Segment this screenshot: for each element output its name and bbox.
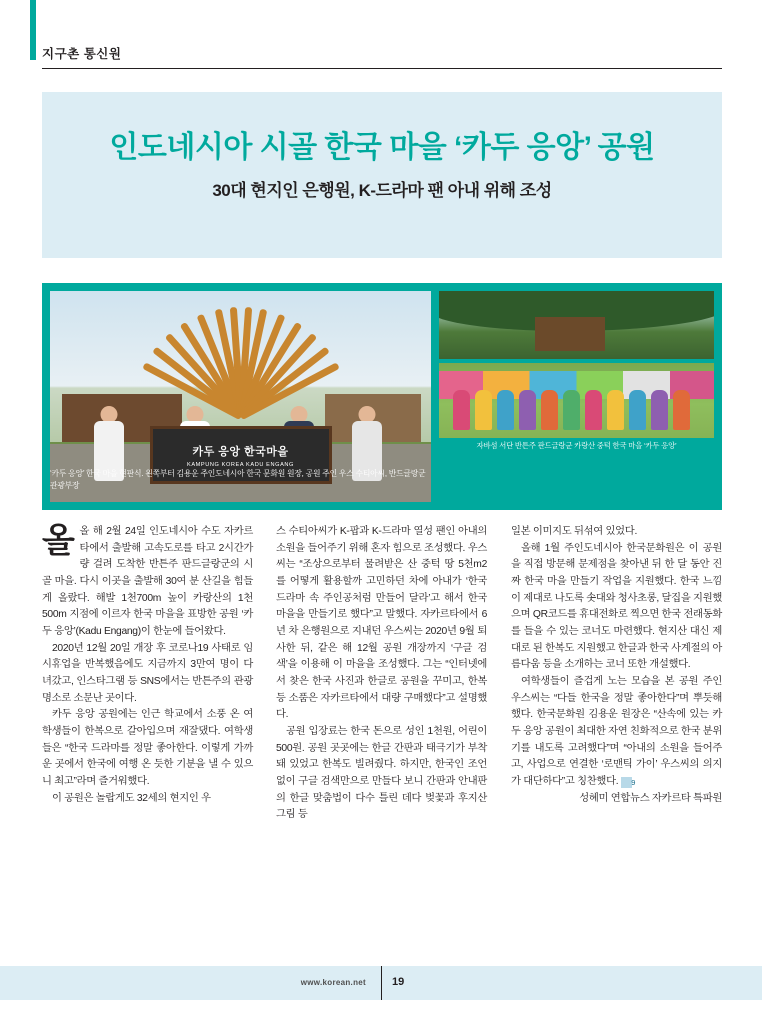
paragraph: 스 수티아씨가 K-팝과 K-드라마 열성 팬인 아내의 소원을 들어주기 위해 혼자 힘으로 조성했다. 우스씨는 “조상으로부터 물려받은 산 중턱 땅 5천m2를 어떻게 활용할까 고민하던 차에 아내가 ‘한국 드라마 속 주인공처럼 만들어 달라’고 해서 한국 마을을 만들기로 했다”고 말했다. 자카르타에서 6년 차 은행원으로 지내던 우스씨는 2020년 9월 퇴사한 뒤, 같은 해 12월 공원 개장까지 ‘구글 검색’을 이용해 이 마을을 조성했다. 그는 “인터넷에서 찾은 한국 사진과 한글로 공원을 꾸미고, 한복 등 소품은 자카르타에서 대량 구매했다”고 설명했다. bbox=[276, 526, 487, 721]
footer-website[interactable]: www.korean.net bbox=[300, 978, 366, 987]
photo-students-group bbox=[439, 363, 714, 438]
signboard-subtitle: KAMPUNG KOREA KADU ENGANG bbox=[186, 461, 294, 468]
paragraph: 공원 입장료는 한국 돈으로 성인 1천원, 어린이 500원. 공원 곳곳에는 한글 간판과 태극기가 부착돼 있었고 한복도 빌려줬다. 하지만, 한국인 조언 없이 구글 검색만으로 만들다 보니 간판과 안내판의 한글 맞춤법이 다수 틀린 데다 벚꽃과 후지산 그림 등 bbox=[276, 726, 487, 821]
drop-cap: 올 bbox=[42, 522, 75, 560]
paragraph: 올 해 2월 24일 인도네시아 수도 자카르타에서 출발해 고속도로를 타고 2시간가량 걸려 도착한 반튼주 판드글랑군의 시골 마을. 다시 이곳을 출발해 30여 분 산길을 힘들게 올랐다. 해발 1천700m 높이 카랑산의 1천500m 지점에 이르자 한국 마을을 표방한 공원 ‘카두 응앙’(Kadu Engang)이 한눈에 들어왔다. bbox=[42, 526, 253, 638]
photo-mountain-village bbox=[439, 291, 714, 359]
photo-jungle-background bbox=[439, 291, 714, 359]
article-column-1 bbox=[42, 524, 253, 807]
photo-caption-right: 자바섬 서단 반튼주 판드글랑군 카랑산 중턱 한국 마을 ‘카두 응앙’ bbox=[476, 441, 677, 450]
headline-band bbox=[42, 92, 722, 258]
article-column-3 bbox=[511, 524, 722, 807]
paragraph: 이 공원은 놀랍게도 32세의 현지인 우 bbox=[52, 792, 211, 804]
paragraph: 일본 이미지도 뒤섞여 있었다. bbox=[511, 526, 638, 537]
paragraph-text: 여학생들이 즐겁게 노는 모습을 본 공원 주인 우스씨는 “다들 한국을 정말 좋아한다”며 뿌듯해했다. 한국문화원 김용운 원장은 “산속에 있는 카두 응앙 공원이 최대한 자연 친화적으로 한국 분위기를 내도록 고려했다”며 “아내의 소원을 들어주고, 사업으로 연결한 ‘로맨틱 가이’ 우스씨의 의지가 대단하다”고 칭찬했다. bbox=[511, 676, 722, 788]
article-column-2 bbox=[276, 524, 487, 824]
signboard-title: 카두 응앙 한국마을 bbox=[192, 445, 289, 458]
page-number: 19 bbox=[392, 976, 405, 988]
footer-divider bbox=[381, 966, 382, 1000]
article-byline: 성혜미 연합뉴스 자카르타 특파원 bbox=[579, 792, 722, 804]
page-title: 인도네시아 시골 한국 마을 ‘카두 응앙’ 공원 bbox=[109, 131, 655, 164]
paragraph: 2020년 12월 20일 개장 후 코로나19 사태로 임시휴업을 반복했음에도 지금까지 3만여 명이 다녀갔고, 인스타그램 등 SNS에서는 반튼주의 관광 명소로 소문난 곳이다. bbox=[42, 642, 253, 704]
photo-caption-left: ‘카두 응앙’ 한국 마을 현판식. 왼쪽부터 김용운 주인도네시아 한국 문화원 원장, 공원 주인 우스 수티아씨, 반드글랑군 관광부장 bbox=[50, 469, 426, 490]
accent-edge-bar bbox=[30, 0, 36, 60]
article-body bbox=[42, 524, 722, 944]
photo-lawn-background bbox=[439, 363, 714, 438]
section-kicker: 지구촌 통신원 bbox=[42, 47, 122, 61]
paragraph: 올해 1월 주인도네시아 한국문화원은 이 공원을 직접 방문해 문제점을 찾아낸 뒤 한 달 동안 진짜 한국 마을 만들기 작업을 지원했다. 한국 느낌이 제대로 나도록 솟대와 청사초롱, 달집을 지원했으며 QR코드를 휴대전화로 찍으면 한국 전래동화를 들을 수 있는 코너도 마련했다. 현지산 대신 제대로 된 한복도 지원했고 한글과 한국 사계절의 아름다움 등을 소개하는 코너 또한 개설했다. bbox=[511, 542, 722, 671]
page-subtitle: 30대 현지인 은행원, K-드라마 팬 아내 위해 조성 bbox=[212, 181, 552, 200]
paragraph: 카두 응앙 공원에는 인근 학교에서 소풍 온 여학생들이 한복으로 갈아입으며 재잘댔다. 여학생들은 “한국 드라마를 정말 좋아한다. 이렇게 가까운 곳에서 한국에 여행 온 듯한 기분을 낼 수 있으니 최고”라며 즐거워했다. bbox=[42, 709, 253, 788]
hillside-hut bbox=[535, 317, 605, 351]
end-mark-icon: 9 bbox=[621, 777, 632, 788]
kicker-divider bbox=[42, 68, 722, 69]
paragraph-final bbox=[511, 674, 722, 791]
photo-block bbox=[42, 283, 722, 510]
